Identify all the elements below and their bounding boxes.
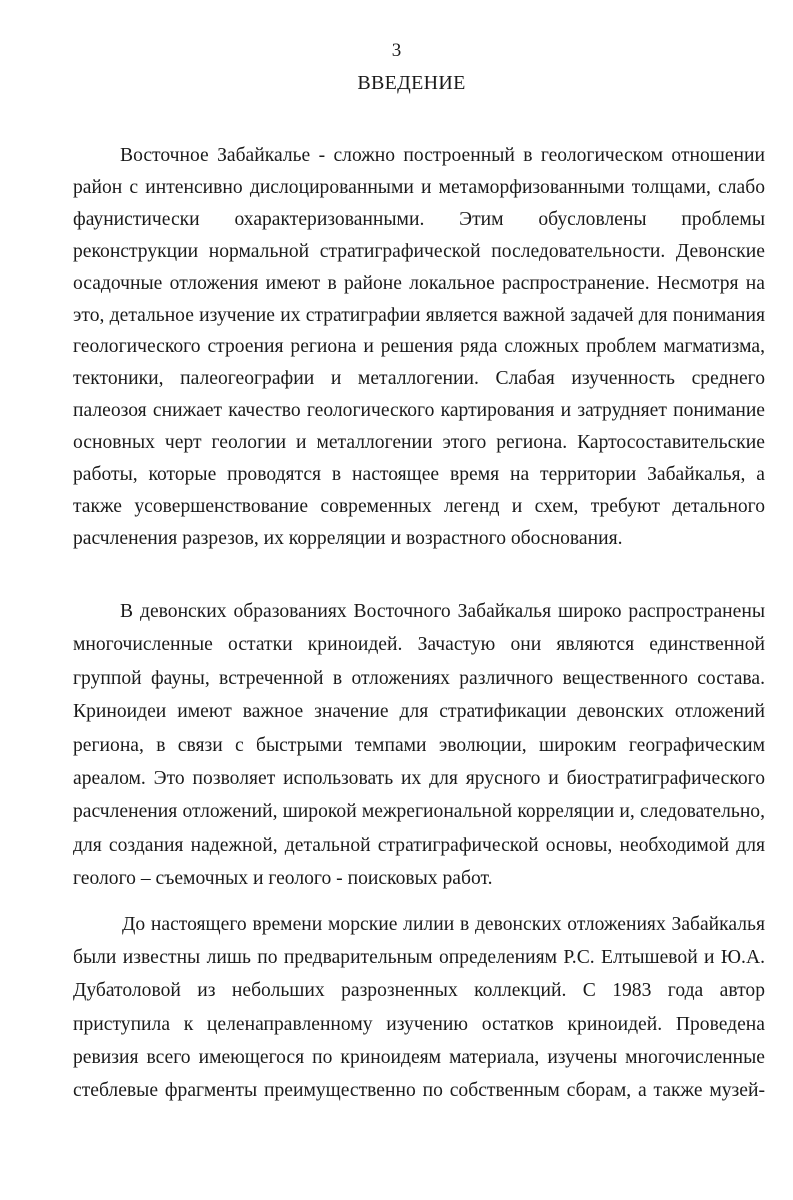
- paragraph-1: Восточное Забайкалье - сложно построенный в геологическом отношении район с интенсивно дислоцированными и метаморфизованными толщами, слабо фаунистически охарактеризованными. Этим обусловлены проблемы реконструкции нормальной стратиграфической последовательности. Девонские осадочные отложения имеют в районе локальное распространение. Несмотря на это, детальное изучение их стратиграфии является важной задачей для понимания геологического строения региона и решения ряда сложных проблем магматизма, тектоники, палеогеографии и металлогении. Слабая изученность среднего палеозоя снижает качество геологического картирования и затрудняет понимание основных черт геологии и металлогении этого региона. Картосоставительские работы, которые проводятся в настоящее время на территории Забайкалья, а также усовершенствование современных легенд и схем, требуют детального расчленения разрезов, их корреляции и возрастного обоснования.: [73, 145, 765, 549]
- section-heading: ВВЕДЕНИЕ: [357, 72, 466, 94]
- paragraph-3: До настоящего времени морские лилии в девонских отложениях Забайкалья были известны лишь по предварительным определениям Р.С. Елтышевой и Ю.А. Дубатоловой из небольших разрозненных коллекций. С 1983 года автор приступила к целенаправленному изучению остатков криноидей. Проведена ревизия всего имеющегося по криноидеям материала, изучены многочисленные стеблевые фрагменты преимущественно по собственным сборам, а также музей-: [73, 914, 765, 1102]
- paragraph-2: В девонских образованиях Восточного Забайкалья широко распространены многочисленные остатки криноидей. Зачастую они являются единственной группой фауны, встреченной в отложениях различного вещественного состава. Криноидеи имеют важное значение для стратификации девонских отложений региона, в связи с быстрыми темпами эволюции, широким географическим ареалом. Это позволяет использовать их для ярусного и биостратиграфического расчленения отложений, широкой межрегиональной корреляции и, следовательно, для создания надежной, детальной стратиграфической основы, необходимой для геолого – съемочных и геолого - поисковых работ.: [73, 601, 765, 890]
- page-number: 3: [391, 40, 402, 61]
